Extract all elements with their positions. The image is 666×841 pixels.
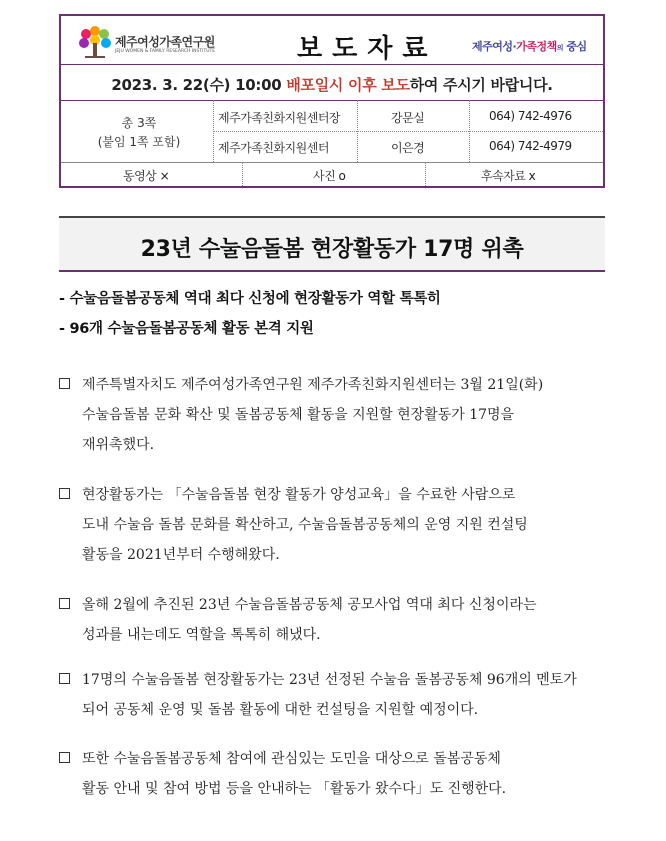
subtitle: - 수눌음돌봄공동체 역대 최다 신청에 현장활동가 역할 톡톡히 (59, 291, 441, 307)
release-rest: 하여 주시기 바랍니다. (409, 76, 553, 94)
press-header-table (59, 14, 605, 188)
paragraph-line: 제주특별자치도 제주여성가족연구원 제주가족친화지원센터는 3월 21일(화) (82, 377, 544, 393)
doc-type-title: 보도자료 (297, 34, 438, 64)
contact-phone: 064) 742-4979 (489, 139, 572, 153)
header-divider (61, 100, 603, 101)
logo-name-english: JEJU WOMEN & FAMILY RESEARCH INSTITUTE (115, 49, 216, 54)
slogan-part: · (512, 40, 517, 53)
checkbox-bullet-icon (59, 378, 70, 389)
paragraph-line: 되어 공동체 운영 및 돌봄 활동에 대한 컨설팅을 지원할 예정이다. (82, 702, 479, 718)
checkbox-bullet-icon (59, 598, 70, 609)
paragraph-line: 수눌음돌봄 문화 확산 및 돌봄공동체 활동을 지원할 현장활동가 17명을 (82, 407, 515, 423)
contact-name: 강문실 (391, 111, 425, 125)
paragraph-line: 성과를 내는데도 역할을 톡톡히 해냈다. (82, 627, 321, 643)
grid-line (425, 162, 426, 186)
paragraph-line: 또한 수눌음돌봄공동체 참여에 관심있는 도민을 대상으로 돌봄공동체 (82, 751, 501, 767)
checkbox-bullet-icon (59, 673, 70, 684)
paragraph-line: 17명의 수눌음돌봄 현장활동가는 23년 선정된 수눌음 돌봄공동체 96개의 멘토가 (82, 672, 577, 688)
page-count (69, 114, 209, 152)
release-notice (61, 74, 603, 95)
media-video: 동영상 × (123, 169, 170, 183)
slogan-part: 제주여성 (472, 40, 513, 53)
media-photo: 사진 o (313, 169, 346, 183)
slogan-part: 가족정책 (516, 40, 557, 53)
contact-org: 제주가족친화지원센터 (218, 141, 329, 155)
release-embargo: 배포일시 이후 보도 (286, 76, 410, 94)
paragraph-line: 현장활동가는 「수눌음돌봄 현장 활동가 양성교육」을 수료한 사람으로 (82, 487, 516, 503)
grid-line (242, 162, 243, 186)
paragraph-line: 활동을 2021년부터 수행해왔다. (82, 547, 280, 563)
paragraph-line: 활동 안내 및 참여 방법 등을 안내하는 「활동가 왔수다」도 진행한다. (82, 781, 507, 797)
release-date: 2023. 3. 22(수) 10:00 (111, 76, 287, 94)
page-attachment: (붙임 1쪽 포함) (97, 135, 181, 149)
checkbox-bullet-icon (59, 752, 70, 763)
paragraph-line: 도내 수눌음 돌봄 문화를 확산하고, 수눌음돌봄공동체의 운영 지원 컨설팅 (82, 517, 528, 533)
subtitle: - 96개 수눌음돌봄공동체 활동 본격 지원 (59, 321, 314, 337)
slogan (472, 38, 587, 54)
grid-line (213, 131, 603, 132)
headline: 23년 수눌음돌봄 현장활동가 17명 위촉 (140, 237, 524, 262)
paragraph-line: 올해 2월에 추진된 23년 수눌음돌봄공동체 공모사업 역대 최다 신청이라는 (82, 597, 537, 613)
institute-logo (77, 25, 237, 65)
page-total: 총 3쪽 (121, 116, 157, 130)
contact-org: 제주가족친화지원센터장 (218, 111, 341, 125)
slogan-part: 중심 (562, 40, 587, 53)
slogan-part: 의 (556, 44, 563, 52)
checkbox-bullet-icon (59, 488, 70, 499)
logo-name-korean: 제주여성가족연구원 (115, 35, 215, 49)
paragraph-line: 재위촉했다. (82, 437, 155, 453)
contact-name: 이은경 (391, 141, 425, 155)
header-divider (61, 162, 603, 163)
headline-banner (59, 216, 605, 272)
media-followup: 후속자료 x (481, 169, 536, 183)
tree-logo-icon (77, 25, 113, 61)
contact-phone: 064) 742-4976 (489, 109, 572, 123)
